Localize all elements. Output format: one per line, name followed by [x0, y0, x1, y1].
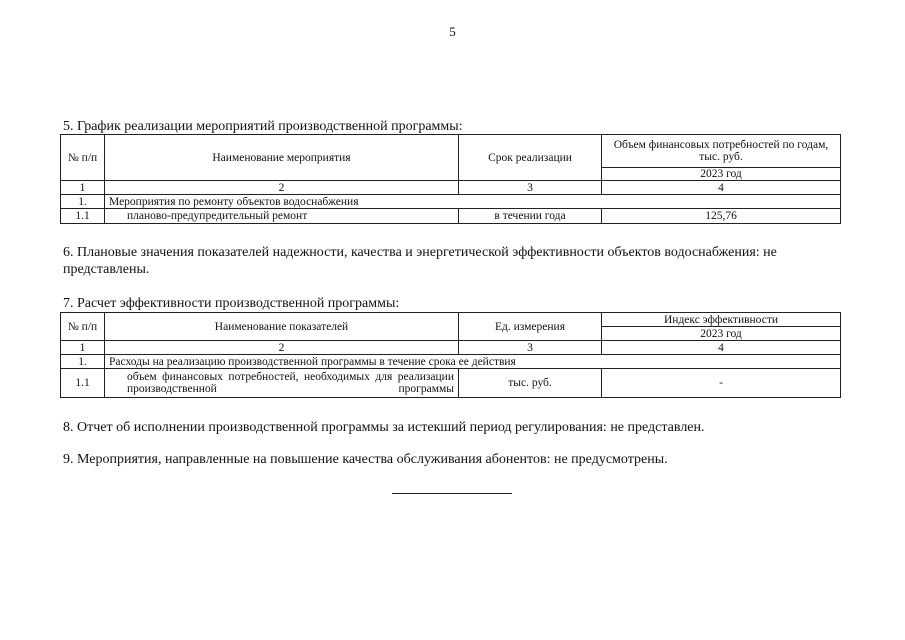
index-cell: 4 — [602, 341, 841, 355]
implementation-schedule-table — [60, 134, 841, 224]
efficiency-calculation-table — [60, 312, 841, 398]
group-name: Расходы на реализацию производственной программы в течение срока ее действия — [105, 355, 841, 369]
item-name: планово-предупредительный ремонт — [105, 209, 459, 224]
item-name: объем финансовых потребностей, необходимых для реализации производственной программы — [105, 369, 459, 398]
header-num: № п/п — [61, 313, 105, 341]
index-cell: 3 — [459, 181, 602, 195]
section-6-text: 6. Плановые значения показателей надежности, качества и энергетической эффективности объектов водоснабжения: не представлены. — [63, 245, 777, 277]
group-name: Мероприятия по ремонту объектов водоснабжения — [105, 195, 841, 209]
index-cell: 1 — [61, 181, 105, 195]
header-term: Срок реализации — [459, 135, 602, 181]
section-5-title: 5. График реализации мероприятий производственной программы: — [63, 119, 463, 134]
table-header-row — [61, 313, 841, 327]
index-cell: 1 — [61, 341, 105, 355]
table-group-row — [61, 195, 841, 209]
section-8-text: 8. Отчет об исполнении производственной программы за истекший период регулирования: не представлен. — [63, 420, 705, 435]
item-num: 1.1 — [61, 369, 105, 398]
index-cell: 3 — [459, 341, 602, 355]
closing-divider — [392, 493, 512, 494]
table-row — [61, 369, 841, 398]
index-cell: 2 — [105, 341, 459, 355]
index-cell: 2 — [105, 181, 459, 195]
group-num: 1. — [61, 195, 105, 209]
section-7-title: 7. Расчет эффективности производственной программы: — [63, 296, 400, 311]
header-index: Индекс эффективности — [602, 313, 841, 327]
item-num: 1.1 — [61, 209, 105, 224]
table-group-row — [61, 355, 841, 369]
header-unit: Ед. измерения — [459, 313, 602, 341]
index-cell: 4 — [602, 181, 841, 195]
item-value: 125,76 — [602, 209, 841, 224]
section-9-text: 9. Мероприятия, направленные на повышение качества обслуживания абонентов: не предусмотрены. — [63, 452, 668, 467]
group-num: 1. — [61, 355, 105, 369]
header-name: Наименование мероприятия — [105, 135, 459, 181]
header-year: 2023 год — [602, 168, 841, 181]
table-index-row — [61, 181, 841, 195]
table-row — [61, 209, 841, 224]
item-value: - — [602, 369, 841, 398]
page-number: 5 — [449, 24, 456, 39]
header-year: 2023 год — [602, 327, 841, 341]
header-volume: Объем финансовых потребностей по годам, тыс. руб. — [602, 135, 841, 168]
table-header-row — [61, 135, 841, 168]
table-index-row — [61, 341, 841, 355]
header-name: Наименование показателей — [105, 313, 459, 341]
item-term: в течении года — [459, 209, 602, 224]
header-num: № п/п — [61, 135, 105, 181]
item-unit: тыс. руб. — [459, 369, 602, 398]
